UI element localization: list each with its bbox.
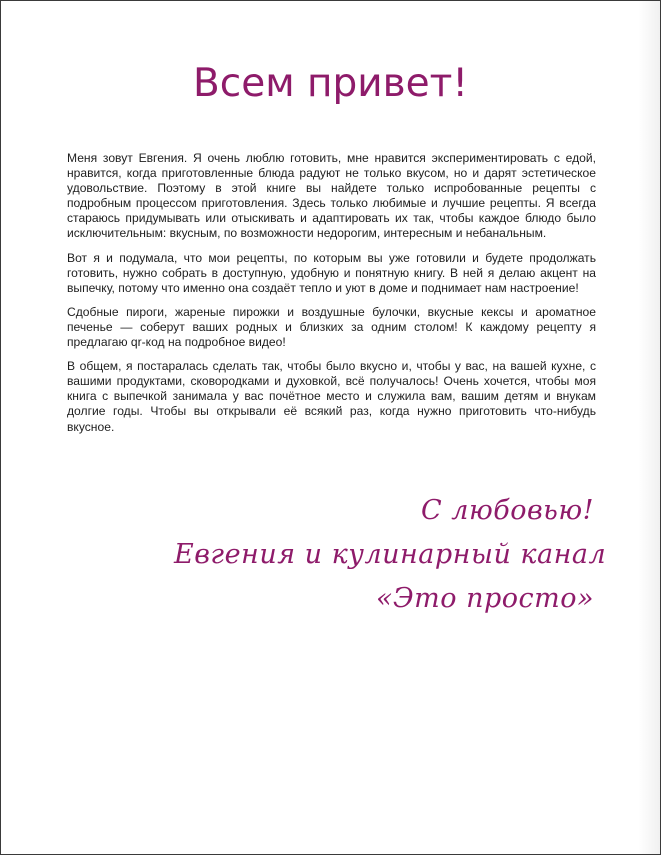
paragraph-3: Сдобные пироги, жареные пирожки и воздушные булочки, вкусные кексы и ароматное печенье — соберут ваших родных и близких за одним столом! К каждому рецепту я предлагаю qr-код на подробное видео!	[67, 304, 596, 350]
signature-line-3: «Это просто»	[375, 583, 594, 614]
signature-line-1: С любовью!	[421, 495, 594, 526]
paragraph-1: Меня зовут Евгения. Я очень люблю готовить, мне нравится экспериментировать с едой, нравится, когда приготовленные блюда радуют не только вкусом, но и дарят эстетическое удовольствие. Поэтому в этой книге вы найдете только испробованные рецепты с подробным процессом приготовления. Здесь только любимые и лучшие рецепты. Я всегда стараюсь придумывать или отыскивать и адаптировать их так, чтобы каждое блюдо было исключительным: вкусным, по возможности недорогим, интересным и небанальным.	[67, 151, 596, 241]
intro-text	[67, 151, 596, 444]
signature-line-2: Евгения и кулинарный канал	[174, 539, 607, 570]
page-title: Всем привет!	[193, 61, 468, 106]
signature	[174, 489, 607, 621]
page-edge-shadow	[638, 1, 660, 854]
paragraph-4: В общем, я постаралась сделать так, чтобы было вкусно и, чтобы у вас, на вашей кухне, с вашими продуктами, сковородками и духовкой, всё получалось! Очень хочется, чтобы моя книга с выпечкой занимала у вас почётное место и служила вам, вашим детям и внукам долгие годы. Чтобы вы открывали её всякий раз, когда нужно приготовить что-нибудь вкусное.	[67, 359, 596, 434]
paragraph-2: Вот я и подумала, что мои рецепты, по которым вы уже готовили и будете продолжать готовить, нужно собрать в доступную, удобную и понятную книгу. В ней я делаю акцент на выпечку, потому что именно она создаёт тепло и уют в доме и поднимает нам настроение!	[67, 250, 596, 295]
